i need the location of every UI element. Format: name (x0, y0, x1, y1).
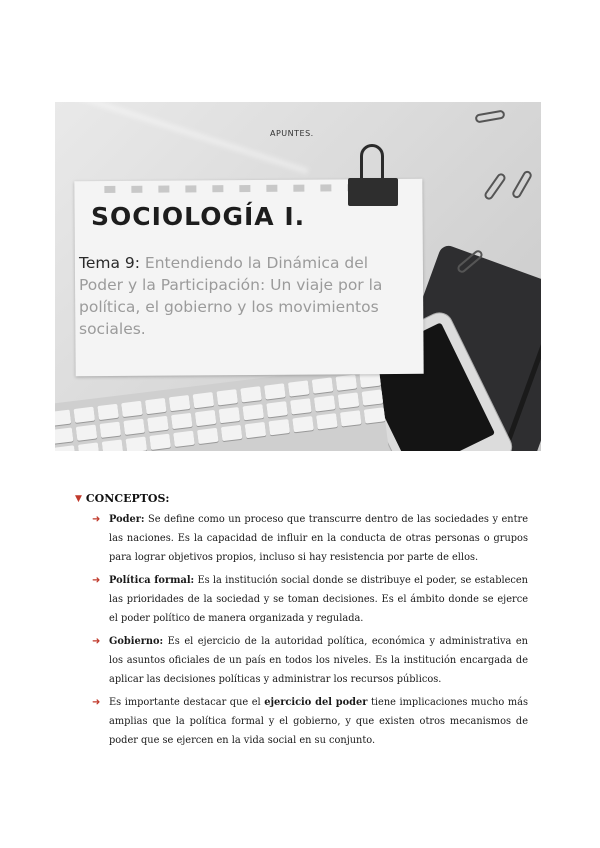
arrow-right-icon: ➜ (92, 514, 101, 525)
section-heading (75, 492, 170, 505)
concept-term: Gobierno: (109, 636, 164, 647)
arrow-right-icon: ➜ (92, 697, 101, 708)
keyboard-image (55, 364, 389, 451)
paper-perforation (104, 184, 358, 194)
topic-text: Entendiendo la Dinámica del Poder y la Participación: Un viaje por la política, el gobierno y los movimientos sociales. (79, 254, 383, 338)
concept-definition: Es la institución social donde se distribuye el poder, se establecen las prioridades de la sociedad y se toman decisiones. Es el ámbito donde se ejerce el poder político de manera organizada y regulada. (109, 575, 528, 624)
note-text: Es importante destacar que el (109, 697, 265, 708)
topic-label: Tema 9: (79, 254, 140, 272)
concept-term: Poder: (109, 514, 145, 525)
marble-texture (55, 102, 309, 174)
arrow-right-icon: ➜ (92, 636, 101, 647)
down-triangle-icon: ▼ (75, 493, 82, 504)
document-title: SOCIOLOGÍA I. (91, 202, 306, 231)
concept-term: Política formal: (109, 575, 195, 586)
paperclip-icon (483, 172, 508, 202)
topic-subtitle (79, 252, 409, 340)
concept-term: ejercicio del poder (264, 697, 368, 708)
arrow-right-icon: ➜ (92, 575, 101, 586)
list-item (92, 510, 528, 567)
cover-banner (55, 102, 541, 451)
note-text: tiene implicaciones mucho más amplias que la política formal y el gobierno, y que existen otros mecanismos de poder que se ejercen en la vida social en su conjunto. (109, 697, 529, 746)
list-item (92, 693, 528, 750)
binder-clip-icon (344, 142, 406, 208)
paperclip-icon (511, 169, 534, 199)
concept-definition: Se define como un proceso que transcurre dentro de las sociedades y entre las naciones. Es la capacidad de influir en la conducta de otras personas o grupos para lograr objetivos propios, incluso si hay resistencia por parte de ellos. (109, 514, 528, 563)
list-item (92, 632, 528, 689)
list-item (92, 571, 528, 628)
apuntes-label: APUNTES. (270, 129, 314, 138)
paperclip-icon (474, 109, 505, 123)
section-heading-text: CONCEPTOS: (85, 492, 170, 505)
concept-list (92, 510, 528, 754)
concept-definition: Es el ejercicio de la autoridad política, económica y administrativa en los asuntos oficiales de un país en todos los niveles. Es la institución encargada de aplicar las decisiones políticas y administrar los recursos públicos. (109, 636, 528, 685)
